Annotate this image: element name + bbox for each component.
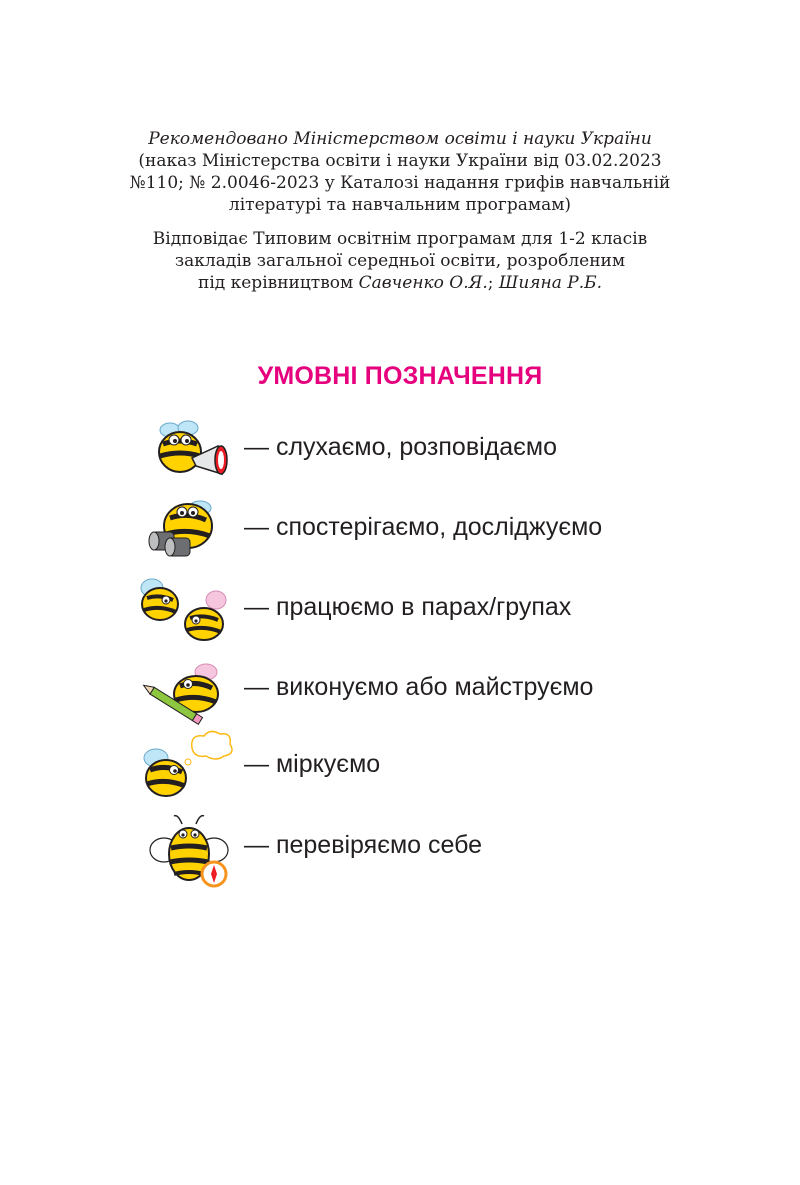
bee-pencil-icon [130, 650, 240, 730]
legend-label: — міркуємо [244, 750, 381, 778]
legend-label: — виконуємо або майструємо [244, 673, 594, 701]
legend-title: УМОВНІ ПОЗНАЧЕННЯ [257, 362, 543, 390]
bee-compass-icon [130, 810, 240, 890]
legend-item [130, 810, 730, 890]
author-savchenko: Савченко О.Я. [358, 273, 488, 293]
bee-thought-bubble-icon [130, 728, 240, 808]
recommendation-line: Рекомендовано Міністерством освіти і науки України [148, 129, 652, 149]
legend-item [130, 490, 730, 570]
legend-label: — працюємо в парах/групах [244, 593, 572, 621]
program-line-2: закладів загальної середньої освіти, розробленим [174, 251, 626, 271]
legend-label: — перевіряємо себе [244, 831, 483, 859]
order-line-3: літературі та навчальним програмам) [228, 195, 572, 215]
order-line-2: №110; № 2.0046-2023 у Каталозі надання грифів навчальній [129, 173, 671, 193]
author-separator: ; [487, 273, 499, 293]
program-line-3 [0, 272, 800, 294]
legend-item [130, 650, 730, 730]
order-line-1: (наказ Міністерства освіти і науки України від 03.02.2023 [138, 151, 662, 171]
program-prefix: під керівництвом [197, 273, 359, 293]
two-bees-icon [130, 570, 240, 650]
author-shyian: Шияна Р.Б. [498, 273, 603, 293]
legend-label: — слухаємо, розповідаємо [244, 433, 558, 461]
bee-megaphone-icon [130, 410, 240, 490]
legend-item [130, 410, 730, 490]
legend-item [130, 728, 730, 808]
bee-binoculars-icon [130, 490, 240, 570]
legend-label: — спостерігаємо, досліджуємо [244, 513, 603, 541]
program-line-1: Відповідає Типовим освітнім програмам для 1-2 класів [152, 229, 648, 249]
credits-block [0, 128, 800, 294]
legend-item [130, 570, 730, 650]
